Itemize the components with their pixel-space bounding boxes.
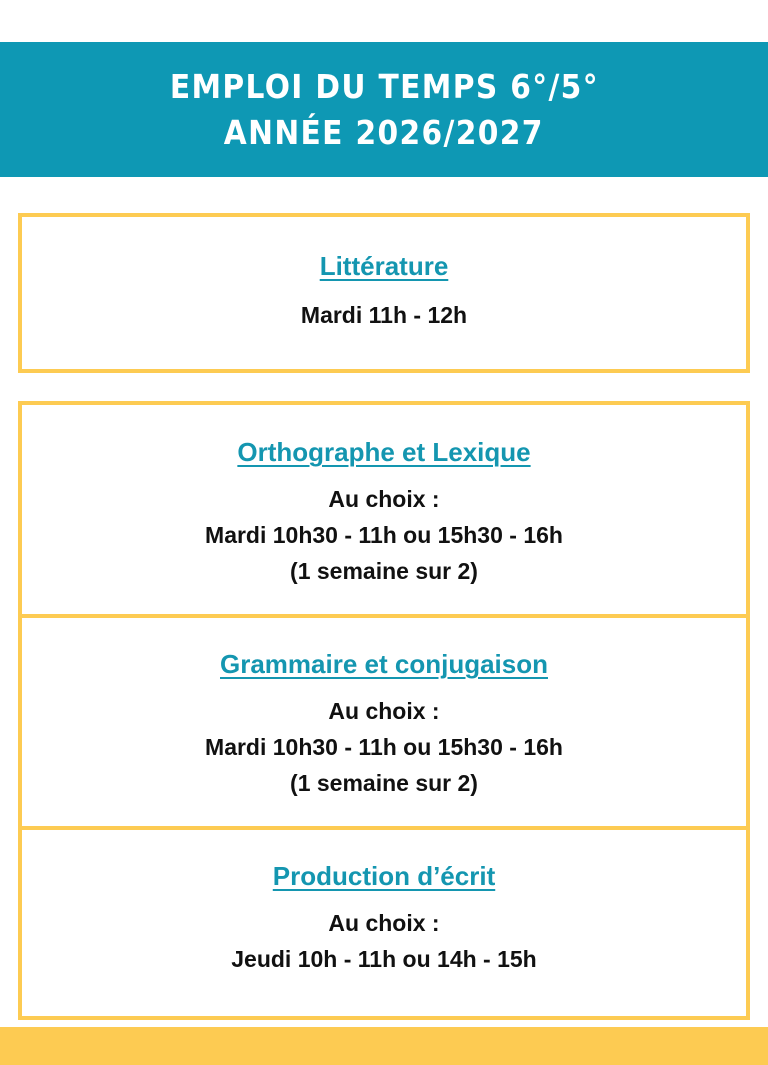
section-title: Grammaire et conjugaison [220, 649, 548, 679]
section-orthographe [22, 435, 746, 589]
section-grammaire [22, 647, 746, 801]
section-title: Orthographe et Lexique [237, 437, 531, 467]
course-box-litterature [18, 213, 750, 373]
section-title: Littérature [319, 251, 449, 281]
section-production-ecrit [22, 859, 746, 977]
schedule-line: Jeudi 10h - 11h ou 14h - 15h [231, 946, 537, 972]
schedule-line: Mardi 10h30 - 11h ou 15h30 - 16h [205, 522, 563, 548]
section-divider [22, 826, 746, 830]
schedule-line: Au choix : [328, 486, 440, 512]
schedule-line: (1 semaine sur 2) [290, 770, 478, 796]
schedule-line: (1 semaine sur 2) [290, 558, 478, 584]
schedule-line: Au choix : [328, 698, 440, 724]
header-title-line-1: EMPLOI DU TEMPS 6°/5° [169, 66, 599, 106]
section-divider [22, 614, 746, 618]
schedule-line: Mardi 11h - 12h [300, 302, 468, 328]
section-title: Production d’écrit [272, 861, 496, 891]
page-header [0, 42, 768, 177]
schedule-line: Au choix : [328, 910, 440, 936]
header-title-line-2: ANNÉE 2026/2027 [223, 112, 545, 152]
schedule-line: Mardi 10h30 - 11h ou 15h30 - 16h [205, 734, 563, 760]
footer-bar [0, 1027, 768, 1065]
course-box-group [18, 401, 750, 1020]
section-litterature [22, 249, 746, 333]
